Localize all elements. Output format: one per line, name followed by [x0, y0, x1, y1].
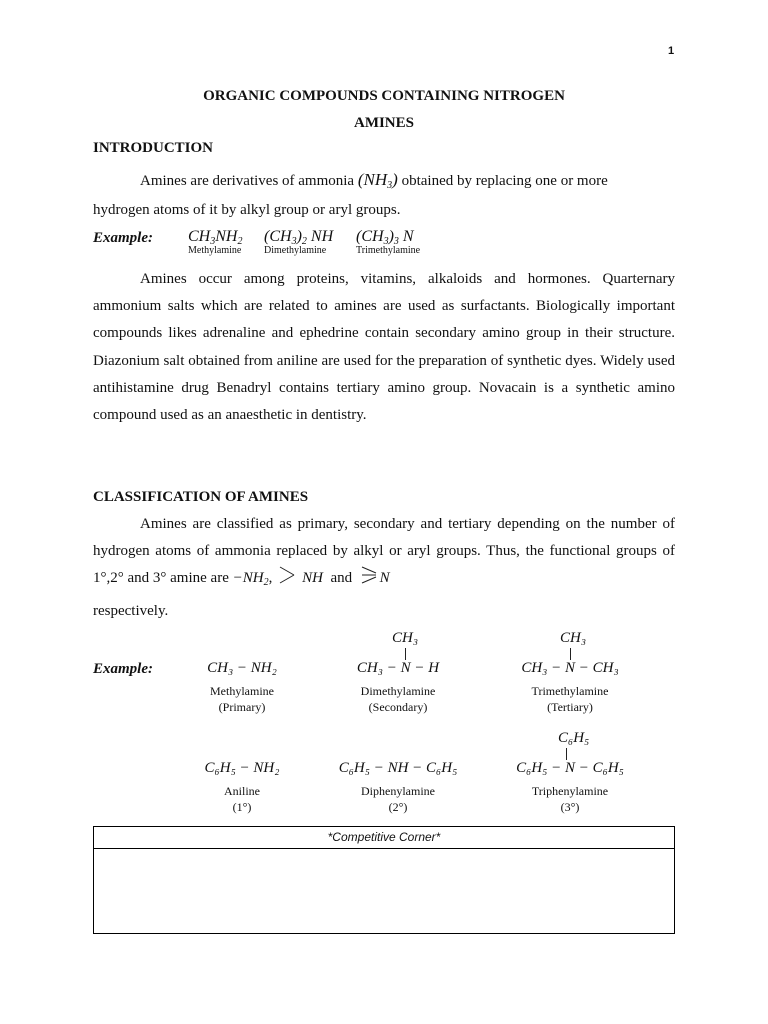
classification-heading: CLASSIFICATION OF AMINES [93, 489, 309, 505]
bond-line [566, 748, 567, 760]
competitive-corner-box [93, 826, 675, 934]
compound-type: (Secondary) [368, 700, 428, 714]
intro-example-dimethylamine: $(CH_3)_2$ NH Dimethylamine [264, 228, 334, 256]
trimethylamine-name: Trimethylamine [356, 245, 421, 256]
bond-line [405, 648, 406, 660]
group-primary: $-NH_2$ [232, 570, 269, 589]
compound-dimethylamine: CH₃ − N − H Dimethylamine (Secondary) [342, 660, 454, 715]
compound-name: Aniline [224, 784, 260, 798]
intro-line-1-text: Amines are derivatives of ammonia [140, 173, 355, 189]
methylamine-name: Methylamine [188, 245, 242, 256]
intro-example-trimethylamine: $(CH_3)_3$ N Trimethylamine [356, 228, 421, 256]
intro-paragraph: Amines occur among proteins, vitamins, alkaloids and hormones. Quarternary ammonium salts which are related to amines are used as surfactants. Biologically important compounds likes adrenaline and ephedrine contain secondary amino group in their structure. Diazonium salt obtained from aniline are used for the preparation of synthetic dyes. Widely used antihistamine drug Benadryl contains tertiary amino group. Novacain is a synthetic amino compound used as an anaesthetic in dentistry. [93, 271, 675, 424]
branch-trimethylamine: CH₃ [560, 630, 587, 646]
group-secondary: NH [302, 570, 323, 587]
compound-triphenylamine: C₆H₅ − N − C₆H₅ Triphenylamine (3°) [500, 760, 640, 815]
branch-dimethylamine: CH₃ [392, 630, 419, 646]
compound-type: (1°) [232, 800, 252, 814]
compound-name: Triphenylamine [531, 784, 609, 798]
branch-triphenylamine: C₆H₅ [558, 730, 590, 746]
introduction-heading: INTRODUCTION [93, 140, 214, 156]
compound-type: (Tertiary) [547, 700, 593, 714]
page-number: 1 [668, 45, 675, 57]
bond-lines-secondary [276, 566, 302, 586]
intro-example-methylamine: $CH_3NH_2$ Methylamine [188, 228, 243, 256]
compound-name: Trimethylamine [531, 684, 609, 698]
compound-methylamine: CH₃ − NH₂ Methylamine (Primary) [192, 660, 292, 715]
compound-trimethylamine: CH₃ − N − CH₃ Trimethylamine (Tertiary) [508, 660, 632, 715]
compound-aniline: C₆H₅ − NH₂ Aniline (1°) [190, 760, 294, 815]
compound-name: Methylamine [210, 684, 274, 698]
compound-type: (Primary) [218, 700, 266, 714]
classification-paragraph: Amines are classified as primary, secondary and tertiary depending on the number of hydrogen atoms of ammonia replaced by alkyl or aryl groups. Thus, the functional groups of 1°,2° and 3° amine are $-NH_2$, NH and N [93, 516, 675, 589]
dimethylamine-name: Dimethylamine [264, 245, 327, 256]
document-title: ORGANIC COMPOUNDS CONTAINING NITROGEN [203, 88, 565, 104]
intro-line-2: hydrogen atoms of it by alkyl group or aryl groups. [93, 202, 401, 218]
intro-line-1-end: obtained by replacing one or more [401, 173, 608, 189]
and-word: and [330, 570, 353, 587]
compound-name: Diphenylamine [361, 784, 435, 798]
compound-name: Dimethylamine [360, 684, 436, 698]
respectively-text: respectively. [93, 603, 169, 619]
competitive-corner-heading: *Competitive Corner* [94, 827, 674, 849]
compound-diphenylamine: C₆H₅ − NH − C₆H₅ Diphenylamine (2°) [330, 760, 466, 815]
document-subtitle: AMINES [353, 115, 414, 131]
intro-example-label: Example: [93, 230, 153, 246]
bond-lines-tertiary [360, 566, 380, 586]
intro-line-1 [140, 170, 680, 190]
classification-example-label: Example: [93, 661, 153, 677]
compound-type: (3°) [560, 800, 580, 814]
compound-type: (2°) [388, 800, 408, 814]
bond-line [570, 648, 571, 660]
group-tertiary: N [379, 570, 390, 587]
ammonia-formula: $(NH_3)$ [357, 170, 398, 191]
